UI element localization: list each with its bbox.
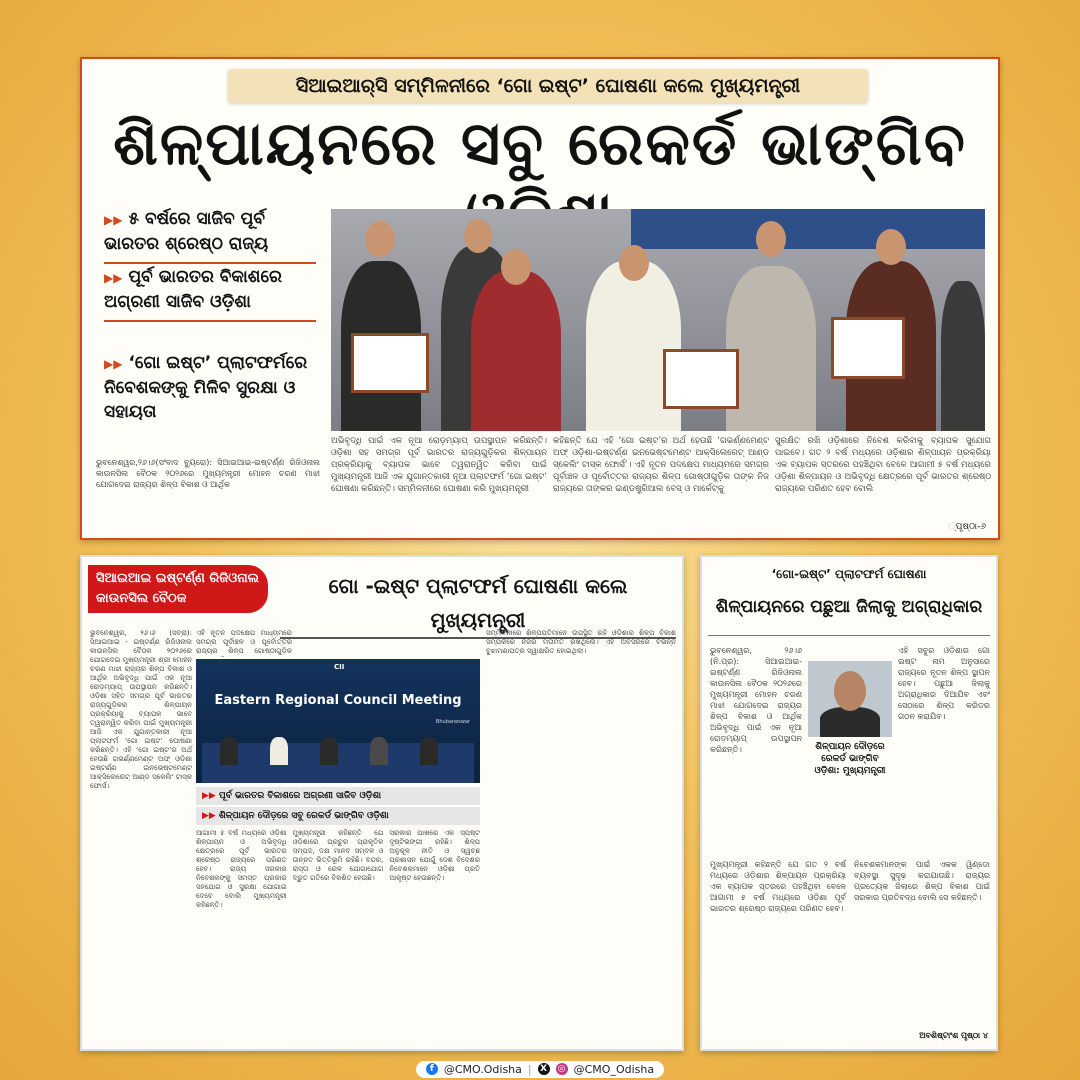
column-left-bottom: ମୁଖ୍ୟମନ୍ତ୍ରୀ କହିଛନ୍ତି ଯେ ଗତ ୨ ବର୍ଷ ମଧ୍ୟରେ ଓଡ଼ିଶାର ଶିଳ୍ପାୟନ ପ୍ରକ୍ରିୟା ଏକ ବ୍ୟାପକ ସ୍ତରରେ ପହଞ୍ଚିଥିବା ବେଳେ ଆଗାମୀ ୫ ବର୍ଷ ମଧ୍ୟରେ ଓଡ଼ିଶା ପୂର୍ବ ଭାରତର ଶ୍ରେଷ୍ଠ ରାଜ୍ୟରେ ପରିଣତ ହେବ। (710, 860, 846, 913)
column-6: ସମ୍ମିଳନୀରେ ଶିଳ୍ପପତିମାନେ ଉପସ୍ଥିତ ରହି ଓଡ଼ିଶାର ଶିଳ୍ପ ବିକାଶ ସମ୍ପର୍କରେ ନିଜର ମତାମତ ରଖିଥିଲେ। ଏହି ଅବସରରେ ବିଭିନ୍ନ ବୁଝାମଣାପତ୍ର ସ୍ୱାକ୍ଷରିତ ହୋଇଥିଲା। (486, 629, 676, 655)
body-intro: ଭୁବନେଶ୍ୱର,୨୬।୬(ସଂବାଦ ବ୍ୟୁରୋ): ସିଆଇଆଇ-ଇଷ୍ଟର୍ଣ୍ଣ ରିଜିଓନାଲ କାଉନସିଲ ବୈଠକ ୨୦୨୬ରେ ମୁଖ୍ୟମନ୍ତ୍ରୀ ମୋହନ ଚରଣ ମାଝୀ ଯୋଗଦେଇ ରାଜ୍ୟର ଶିଳ୍ପ ବିକାଶ ଓ ଆର୍ଥିକ (96, 458, 320, 489)
bullet-3: ▶▶ ‘ଗୋ ଇଷ୍ଟ’ ପ୍ଲାଟଫର୍ମରେ ନିବେଶକଙ୍କୁ ମିଳିବ ସୁରକ୍ଷା ଓ ସହାୟତା (104, 353, 308, 422)
body-col-1: ଅଭିବୃଦ୍ଧି ପାଇଁ ଏକ ନୂଆ ରୋଡ଼ମ୍ୟାପ୍ ଉପସ୍ଥାପନ କରିଛନ୍ତି। ଓଡ଼ିଶା ସହ ସମଗ୍ର ପୂର୍ବ ଭାରତର ରାଜ୍ୟଗୁଡ଼ିକର ଶିଳ୍ପାୟନ ପ୍ରକ୍ରିୟାକୁ ବ୍ୟାପକ ଭାବେ ତ୍ୱରାନ୍ୱିତ କରିବା ପାଇଁ ମୁଖ୍ୟମନ୍ତ୍ରୀ ଆଜି ଏକ ଯୁଗାନ୍ତକାରୀ ନୂଆ ପ୍ଲାଟଫର୍ମ ‘ଗୋ ଇଷ୍ଟ’ ଘୋଷଣା କରିଛନ୍ତି। ସମ୍ମିଳନୀରେ ଘୋଷଣା କରି ମୁଖ୍ୟମନ୍ତ୍ରୀ (331, 436, 547, 494)
column-3: ଆଗାମୀ ୫ ବର୍ଷ ମଧ୍ୟରେ ଓଡ଼ିଶା ଶିଳ୍ପାୟନ ଓ ଅଭିବୃଦ୍ଧି କ୍ଷେତ୍ରରେ ପୂର୍ବ ଭାରତର ଶ୍ରେଷ୍ଠ ରାଜ୍ୟରେ ପରିଣତ ହେବ। ରାଜ୍ୟ ସରକାର ନିବେଶକଙ୍କୁ ସମସ୍ତ ପ୍ରକାର ସହଯୋଗ ଓ ସୁରକ୍ଷା ଯୋଗାଇ ଦେବେ ବୋଲି ମୁଖ୍ୟମନ୍ତ୍ରୀ କହିଛନ୍ତି। (196, 829, 287, 909)
column-right-bottom: ନିବେଶକମାନଙ୍କ ପାଇଁ ଏକକ ୱିଣ୍ଡୋ ବ୍ୟବସ୍ଥା ସୁଦୃଢ଼ କରାଯାଉଛି। ରାଜ୍ୟର ପ୍ରତ୍ୟେକ ଜିଲାରେ ଶିଳ୍ପ ବିକାଶ ପାଇଁ ସରକାର ପ୍ରତିବଦ୍ଧ ବୋଲି ସେ କହିଛନ୍ତି। (854, 860, 990, 902)
social-handles: f @CMO.Odisha | X ◎ @CMO_Odisha (416, 1061, 664, 1078)
handle-x-instagram[interactable]: @CMO_Odisha (573, 1062, 655, 1076)
event-photo (196, 659, 480, 783)
column-4: ମୁଖ୍ୟମନ୍ତ୍ରୀ କହିଛନ୍ତି ଯେ ଓଡ଼ିଶାରେ ପ୍ରଚୁର ପ୍ରାକୃତିକ ସମ୍ପଦ, ଦକ୍ଷ ମାନବ ସମ୍ବଳ ଓ ଉନ୍ନତ ଭିତ୍ତିଭୂମି ରହିଛି। ବନ୍ଦର, ରାସ୍ତା ଓ ରେଳ ଯୋଗାଯୋଗ ଦ୍ରୁତ ଗତିରେ ବିକଶିତ ହେଉଛି। (292, 829, 384, 882)
section-tag: ସିଆଇଆଇ ଇଷ୍ଟର୍ଣ୍ଣ ରିଜିଓନାଲ କାଉନସିଲ ବୈଠକ (88, 565, 268, 613)
clipping-main (80, 57, 1000, 540)
portrait-photo (808, 661, 892, 737)
arrow-icon: ▶▶ (104, 357, 123, 371)
arrow-icon: ▶▶ (104, 271, 123, 285)
column-1: ଭୁବନେଶ୍ୱର, ୨୬।୬ (ସବ୍ରା): ସିଆଇଆଇ - ଇଷ୍ଟର୍ଣ୍ଣ ରିଜିଓନାଲ କାଉନସିଲ ବୈଠକ ୨୦୨୬ରେ ଯୋଗଦେଇ ମୁଖ୍ୟମନ୍ତ୍ରୀ ଶ୍ରୀ ମୋହନ ଚରଣ ମାଝୀ ରାଜ୍ୟର ଶିଳ୍ପ ବିକାଶ ଓ ଆର୍ଥିକ ଅଭିବୃଦ୍ଧି ପାଇଁ ଏକ ନୂଆ ରୋଡ଼ମ୍ୟାପ୍ ଉପସ୍ଥାପନ କରିଛନ୍ତି। ଓଡ଼ିଶା ସହିତ ସମଗ୍ର ପୂର୍ବ ଭାରତର ରାଜ୍ୟଗୁଡ଼ିକର ଶିଳ୍ପାୟନ ପ୍ରକ୍ରିୟାକୁ ବ୍ୟାପକ ଭାବେ ତ୍ୱରାନ୍ୱିତ କରିବା ପାଇଁ ମୁଖ୍ୟମନ୍ତ୍ରୀ ଆଜି ଏକ ଯୁଗାନ୍ତକାରୀ ନୂଆ ପ୍ଲାଟଫର୍ମ ‘ଗୋ ଇଷ୍ଟ’ ଘୋଷଣା କରିଛନ୍ତି। ଏହି ‘ଗୋ ଇଷ୍ଟ’ର ଅର୍ଥ ହେଉଛି ଗଭର୍ଣ୍ଣମେଣ୍ଟ ଅଫ୍ ଓଡ଼ିଶା ଇଷ୍ଟର୍ଣ୍ଣ ଇନଭେଷ୍ଟମେଣ୍ଟ ଆକ୍ସିଲେରେଟ୍ ଆଣ୍ଡ ସ୍କେଲିଂ ଟାସ୍କ ଫୋର୍ସ। (90, 629, 192, 790)
continue-note: ୍ପୃଷ୍ଠା-୬ (948, 522, 986, 532)
handle-facebook[interactable]: @CMO.Odisha (443, 1062, 522, 1076)
x-icon: X (538, 1063, 550, 1075)
screen-title: Eastern Regional Council Meeting (214, 693, 462, 708)
body-col-3: ସୁରକ୍ଷିତ ରଖି ଓଡ଼ିଶାରେ ନିବେଶ କରିବାକୁ ବ୍ୟାପକ ସୁଯୋଗ ପାଇବେ। ଗତ ୨ ବର୍ଷ ମଧ୍ୟରେ ଓଡ଼ିଶାର ଶିଳ୍ପାୟନ ପ୍ରକ୍ରିୟା ଏକ ବ୍ୟାପକ ସ୍ତରରେ ପହଞ୍ଚିଥିବା ବେଳେ ଆଗାମୀ ୫ ବର୍ଷ ମଧ୍ୟରେ ଓଡ଼ିଶା ଶିଳ୍ପାୟନ ଓ ଅଭିବୃଦ୍ଧି କ୍ଷେତ୍ରରେ ପୂର୍ବ ଭାରତର ଶ୍ରେଷ୍ଠ ରାଜ୍ୟରେ ପରିଣତ ହେବ ବୋଲି (775, 436, 991, 494)
column-5: ସରକାର ପାଖରେ ଏକ ସ୍ପଷ୍ଟ ଦୃଷ୍ଟିଭଙ୍ଗୀ ରହିଛି। ଶିଳ୍ପ ଅନୁକୂଳ ନୀତି ଓ ସ୍ୱଚ୍ଛ ପ୍ରଶାସନ ଯୋଗୁଁ ଦେଶ ବିଦେଶର ନିବେଶକମାନେ ଓଡ଼ିଶା ପ୍ରତି ଆକୃଷ୍ଟ ହେଉଛନ୍ତି। (389, 829, 481, 882)
arrow-icon: ▶▶ (202, 791, 219, 801)
headline: ଶିଳ୍ପାୟନରେ ସବୁ ରେକର୍ଡ ଭାଙ୍ଗିବ (113, 109, 967, 179)
headline: ଶିଳ୍ପାୟନରେ ପଛୁଆ ଜିଲାକୁ ଅଗ୍ରାଧିକାର (715, 597, 983, 617)
arrow-icon: ▶▶ (104, 213, 123, 227)
kicker: ସିଆଇଆର୍‌ସି ସମ୍ମିଳନୀରେ ‘ଗୋ ଇଷ୍ଟ’ ଘୋଷଣା କଲେ ମୁଖ୍ୟମନ୍ତ୍ରୀ (228, 69, 868, 103)
bullet-1: ▶▶ ୫ ବର୍ଷରେ ସାଜିବ ପୂର୍ବ ଭାରତର ଶ୍ରେଷ୍ଠ ରାଜ୍ୟ (104, 207, 316, 264)
footer (0, 1058, 1080, 1080)
lower-columns (196, 829, 480, 1049)
screen-venue: Bhubaneswar (435, 719, 470, 725)
continue-note: ଅବଶିଷ୍ଟାଂଶ ପୃଷ୍ଠା ୪ (919, 1031, 988, 1040)
clipping-left (80, 555, 684, 1051)
news-photo (331, 209, 985, 431)
subhead-1: ▶▶ ପୂର୍ବ ଭାରତର ବିକାଶରେ ଅଗ୍ରଣୀ ସାଜିବ ଓଡ଼ିଶା (196, 787, 480, 805)
arrow-icon: ▶▶ (202, 811, 219, 821)
facebook-icon: f (426, 1063, 438, 1075)
cii-logo: CII (334, 663, 345, 671)
body-col-2: କହିଛନ୍ତି ଯେ ଏହି ‘ଗୋ ଇଷ୍ଟ’ର ଅର୍ଥ ହେଉଛି ‘ଗଭର୍ଣ୍ଣମେଣ୍ଟ ଅଫ୍ ଓଡ଼ିଶା-ଇଷ୍ଟର୍ଣ୍ଣ ଇନଭେଷ୍ଟମେଣ୍ଟ ଆକ୍ସିଲେରେଟ୍ ଆଣ୍ଡ ସ୍କେଲିଂ ଟାସ୍କ ଫୋର୍ସ’। ଏହି ନୂତନ ପଦକ୍ଷେପ ମାଧ୍ୟମରେ ସମଗ୍ର ପୂର୍ବାଞ୍ଚଳ ଓ ପୂର୍ବୋତ୍ତର ରାଜ୍ୟର ଶିଳ୍ପ ଗୋଷ୍ଠୀଗୁଡ଼ିକ ତାଙ୍କ ନିଜ ରାଜ୍ୟରେ ତାଙ୍କର ଇଣ୍ଡଷ୍ଟ୍ରିଆଲ ବେସ୍ ଓ ମାର୍କେଟ୍‌କୁ (553, 436, 769, 494)
kicker: ‘ଗୋ-ଇଷ୍ଟ’ ପ୍ଲାଟଫର୍ମ ଘୋଷଣା (771, 567, 927, 581)
column-left-top: ଭୁବନେଶ୍ୱର, ୨୬।୬ (ନି.ପ୍ର): ସିଆଇଆଇ- ଇଷ୍ଟର୍ଣ୍ଣ ରିଜିଓନାଲ କାଉନସିଲ ବୈଠକ ୨୦୨୬ରେ ମୁଖ୍ୟମନ୍ତ୍ରୀ ମୋହନ ଚରଣ ମାଝୀ ଯୋଗଦେଇ ରାଜ୍ୟର ଶିଳ୍ପ ବିକାଶ ଓ ଆର୍ଥିକ ଅଭିବୃଦ୍ଧି ପାଇଁ ଏକ ନୂଆ ରୋଡ଼ମ୍ୟାପ୍ ଉପସ୍ଥାପନ କରିଛନ୍ତି। (710, 646, 802, 754)
headline: ଗୋ -ଇଷ୍ଟ ପ୍ଲାଟଫର୍ମ ଘୋଷଣା କଲେ ମୁଖ୍ୟମନ୍ତ୍ରୀ (280, 569, 676, 639)
photo-caption: ଶିଳ୍ପାୟନ ଦୌଡ଼ରେ ରେକର୍ଡ ଭାଙ୍ଗିବ ଓଡ଼ିଶା: ମୁଖ୍ୟମନ୍ତ୍ରୀ (814, 742, 886, 776)
body-columns (331, 435, 991, 537)
instagram-icon: ◎ (556, 1063, 568, 1075)
column-right-top: ଏହି ସବୁର ଓଡ଼ିଶାର ଗୋ ଇଷ୍ଟ ନାମ ଅନୁସାରେ ରାଜ୍ୟରେ ନୂତନ ଶିଳ୍ପ ସ୍ଥାପନ ହେବ। ପଛୁଆ ଜିଲାକୁ ଅଗ୍ରାଧିକାର ଦିଆଯିବ ଏବଂ ସେଠାରେ ଶିଳ୍ପ କରିଡର ଗଠନ କରାଯିବ। (898, 646, 990, 721)
bullet-2: ▶▶ ପୂର୍ବ ଭାରତର ବିକାଶରେ ଅଗ୍ରଣୀ ସାଜିବ ଓଡ଼ିଶା (104, 265, 316, 322)
column-2: ଏହି ନୂତନ ପଦକ୍ଷେପ ମାଧ୍ୟମରେ ସମଗ୍ର ପୂର୍ବାଞ୍ଚଳ ଓ ପୂର୍ବୋତ୍ତର ରାଜ୍ୟର ଶିଳ୍ପ ଗୋଷ୍ଠୀଗୁଡ଼ିକ (196, 629, 292, 655)
clipping-right (700, 555, 998, 1051)
subhead-2: ▶▶ ଶିଳ୍ପାୟନ ଦୌଡ଼ରେ ସବୁ ରେକର୍ଡ ଭାଙ୍ଗିବ ଓଡ଼ିଶା (196, 807, 480, 825)
